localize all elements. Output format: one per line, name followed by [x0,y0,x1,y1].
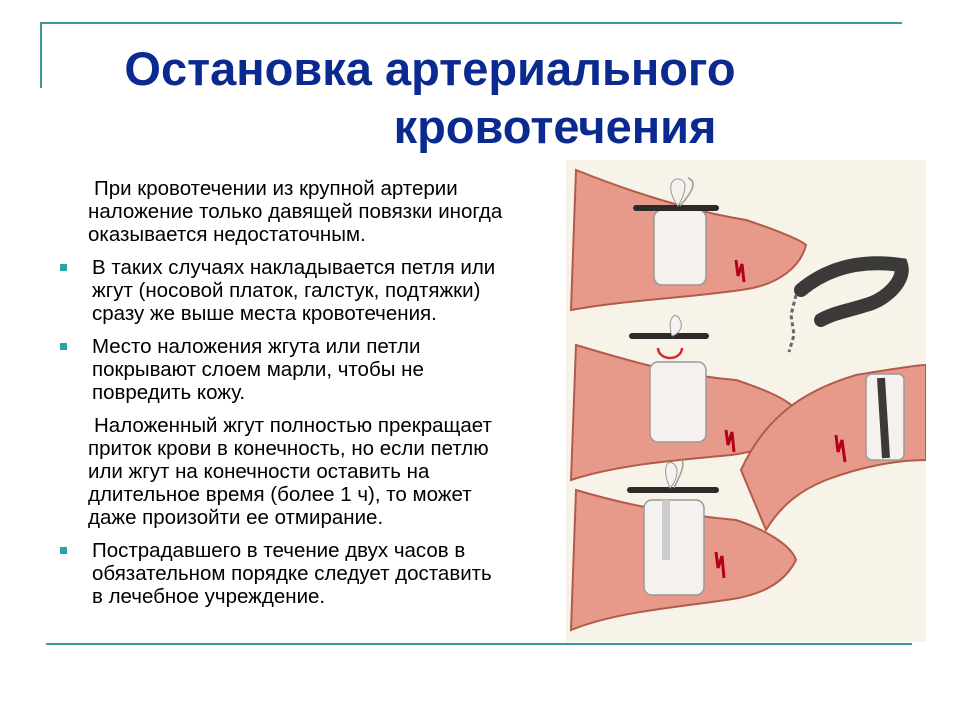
bullet-square-icon [60,264,67,271]
bullet-square-icon [60,547,67,554]
text-line: обязательном порядке следует доставить [92,562,492,585]
tourniquet-strap [789,263,902,352]
frame-top-line [40,22,902,24]
bullet-item [60,539,580,608]
title-line-1: Остановка артериального [124,42,736,95]
text-line: Место наложения жгута или петли [92,335,421,358]
paragraph-warning [60,414,580,529]
text-line: повредить кожу. [92,381,246,404]
bullet-item [60,335,580,404]
text-line: сразу же выше места кровотечения. [92,302,437,325]
arm-panel-3 [741,365,926,530]
text-line: При кровотечении из крупной артерии [94,177,458,200]
text-line: или жгут на конечности оставить на [88,460,430,483]
tourniquet-illustration [566,160,926,642]
text-line: приток крови в конечность, но если петлю [88,437,489,460]
text-line: в лечебное учреждение. [92,585,326,608]
bullet-item [60,256,580,325]
text-line: даже произойти ее отмирание. [88,506,384,529]
text-line: наложение только давящей повязки иногда [88,200,503,223]
slide-body [60,177,580,618]
text-line: Наложенный жгут полностью прекращает [94,414,492,437]
frame-bottom-line [46,643,912,645]
tourniquet-drawing [566,160,926,642]
slide-title [60,40,900,156]
title-line-2: кровотечения [393,100,717,153]
text-line: оказывается недостаточным. [88,223,366,246]
text-line: жгут (носовой платок, галстук, подтяжки) [92,279,481,302]
text-line: Пострадавшего в течение двух часов в [92,539,466,562]
text-line: В таких случаях накладывается петля или [92,256,496,279]
arm-panel-1 [571,170,806,310]
frame-left-line [40,22,42,88]
text-line: длительное время (более 1 ч), то может [88,483,472,506]
paragraph-intro [60,177,580,246]
text-line: покрывают слоем марли, чтобы не [92,358,424,381]
bullet-square-icon [60,343,67,350]
